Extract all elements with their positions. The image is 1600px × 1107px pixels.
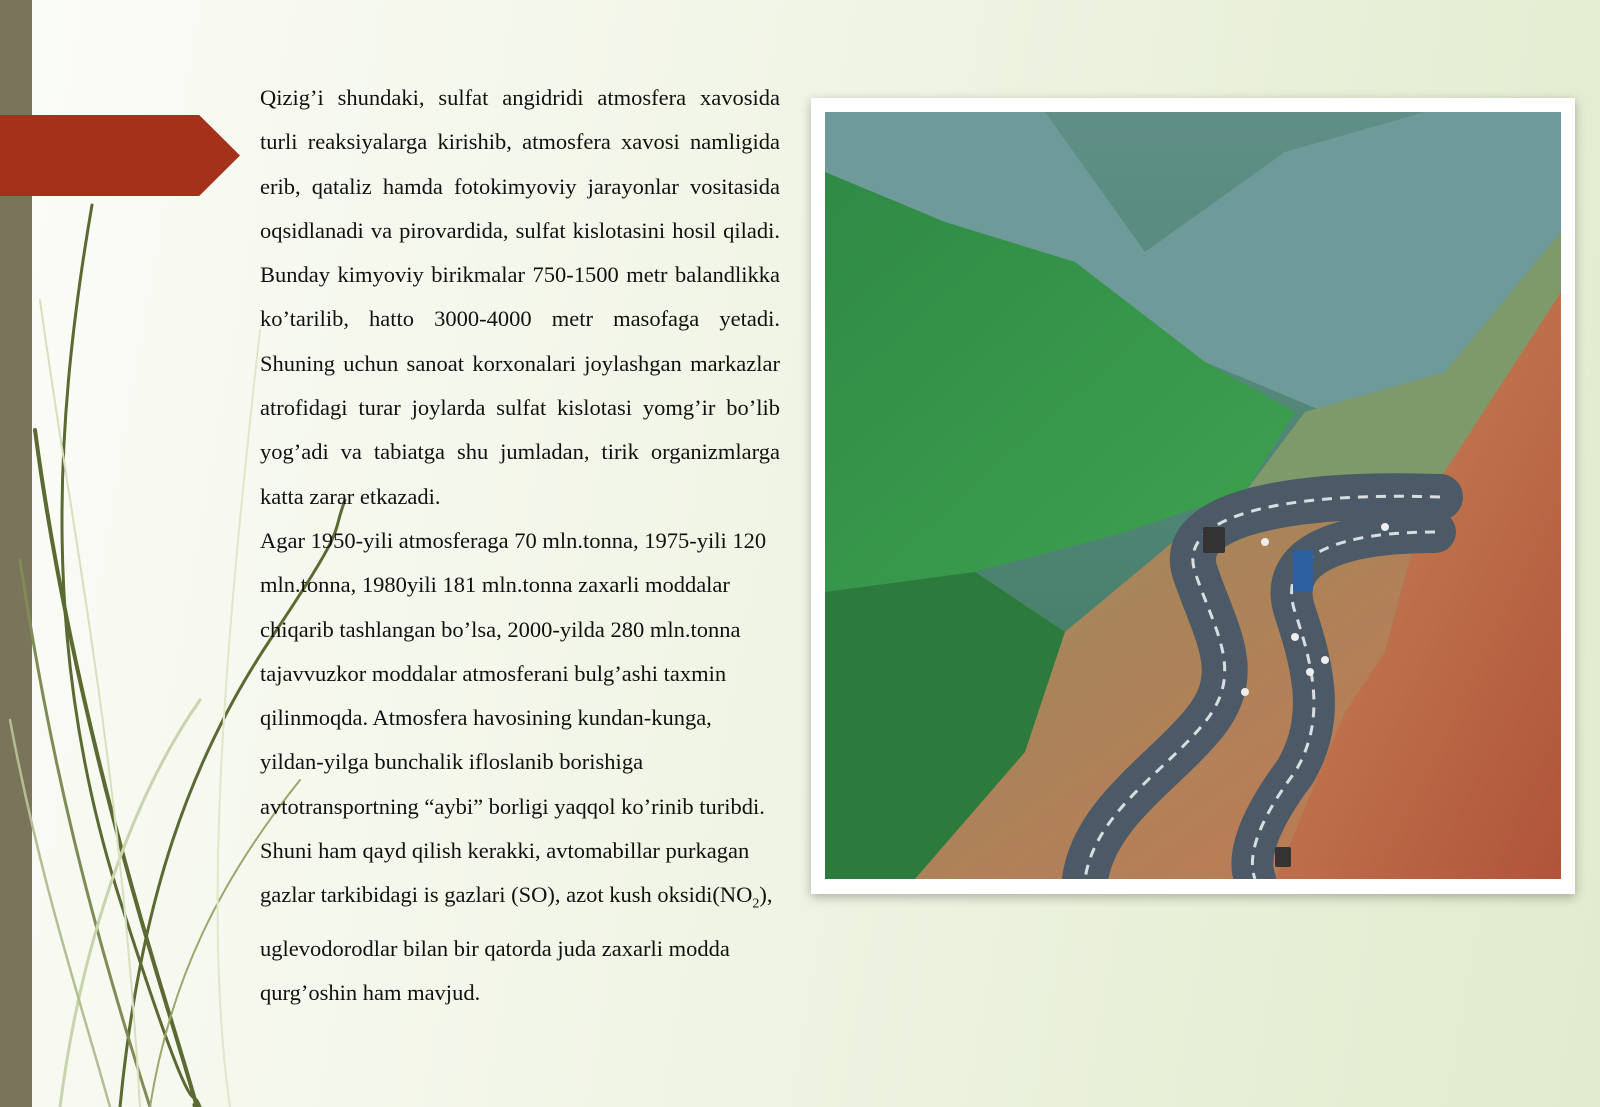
no2-subscript: 2 xyxy=(752,896,760,912)
paragraph-sulfur-acid: Qizig’i shundaki, sulfat angidridi atmosfera xavosida turli reaksiyalarga kirishib, atmosfera xavosi namligida erib, qataliz hamda fotokimyoviy jarayonlar vositasida oqsidlanadi va pirovardida, sulfat kislotasini hosil qiladi. Bunday kimyoviy birikmalar 750-1500 metr balandlikka ko’tarilib, hatto 3000-4000 metr masofaga yetadi. Shuning uchun sanoat korxonalari joylashgan markazlar atrofidagi turar joylarda sulfat kislotasi yomg’ir bo’lib yog’adi va tabiatga shu jumladan, tirik organizmlarga katta zarar etkazadi. xyxy=(260,85,780,509)
slide-text-block xyxy=(260,76,780,1016)
mountain-road-photo xyxy=(825,112,1561,879)
paragraph-emissions xyxy=(260,519,780,1016)
red-arrow-banner xyxy=(0,115,240,196)
paragraph-emissions-text-end: ), uglevodorodlar bilan bir qatorda juda zaxarli modda qurg’oshin ham mavjud. xyxy=(260,882,773,1006)
photo-frame xyxy=(811,98,1575,894)
paragraph-emissions-text: Agar 1950-yili atmosferaga 70 mln.tonna, 1975-yili 120 mln.tonna, 1980yili 181 mln.tonna zaxarli moddalar chiqarib tashlangan bo’lsa, 2000-yilda 280 mln.tonna tajavvuzkor moddalar atmosferani bulg’ashi taxmin qilinmoqda. Atmosfera havosining kundan-kunga, yildan-yilga bunchalik ifloslanib borishiga avtotransportning “aybi” borligi yaqqol ko’rinib turibdi. Shuni ham qayd qilish kerakki, avtomabillar purkagan gazlar tarkibidagi is gazlari (SO), azot kush oksidi(NO xyxy=(260,527,767,908)
